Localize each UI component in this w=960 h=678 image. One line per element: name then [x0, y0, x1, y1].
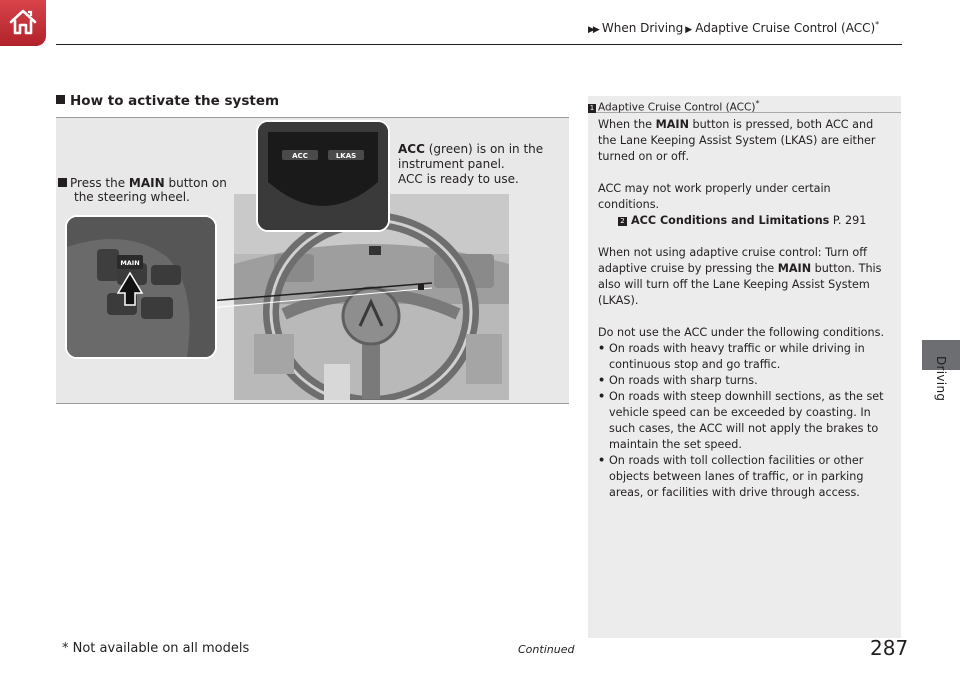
breadcrumb-arrow-icon: ▶ [685, 25, 693, 35]
availability-mark: * [875, 20, 880, 29]
section-title: How to activate the system [56, 93, 279, 109]
note-paragraph: When not using adaptive cruise control: Turn off adaptive cruise by pressing the MAIN button. This also will turn off the Lane Keeping Assist System (LKAS). [598, 246, 882, 307]
instrument-panel-inset [256, 120, 390, 232]
note-paragraph: Do not use the ACC under the following conditions. [598, 326, 885, 339]
note-panel [588, 96, 901, 638]
indicator-callout: ACC (green) is on in the instrument panel. ACC is ready to use. [398, 142, 544, 186]
conditions-list [598, 341, 894, 501]
availability-mark: * [755, 99, 760, 108]
section-square-icon [56, 95, 65, 104]
list-item: • On roads with steep downhill sections, as the set vehicle speed can be exceeded by coasting. In such cases, the ACC will not apply the brakes to maintain the set speed. [598, 389, 894, 453]
cross-reference-link[interactable]: 2 ACC Conditions and Limitations P. 291 [598, 213, 894, 229]
breadcrumb-arrow-icon: ▶▶ [588, 25, 598, 35]
step-instruction: Press the MAIN button on the steering wheel. [58, 176, 227, 204]
step-square-icon [58, 178, 67, 187]
header-divider [56, 44, 902, 45]
footnote: * Not available on all models [62, 641, 250, 656]
breadcrumb-item[interactable]: When Driving [601, 21, 684, 35]
main-button-label: MAIN [120, 259, 140, 267]
list-item: • On roads with toll collection facilities or other objects between lanes of traffic, or in parking areas, or facilities with drive through access. [598, 453, 894, 501]
note-body [598, 117, 894, 501]
continued-label: Continued [518, 643, 575, 656]
note-paragraph: When the MAIN button is pressed, both ACC and the Lane Keeping Assist System (LKAS) are either turned on or off. [598, 118, 876, 163]
note-title: 1 Adaptive Cruise Control (ACC)* [588, 96, 901, 113]
home-icon [7, 6, 39, 38]
illustration [56, 117, 569, 404]
chapter-label: Driving [934, 356, 948, 402]
list-item: • On roads with sharp turns. [598, 373, 894, 389]
note-paragraph: ACC may not work properly under certain conditions. [598, 182, 831, 211]
note-marker-icon: 1 [589, 103, 595, 112]
lkas-indicator: LKAS [335, 152, 357, 160]
acc-indicator: ACC [292, 152, 308, 160]
reference-arrow-icon: 2 [618, 217, 627, 226]
breadcrumb-current: Adaptive Cruise Control (ACC) [695, 21, 876, 35]
home-button[interactable] [0, 0, 46, 46]
steering-button-inset [65, 215, 217, 359]
list-item: • On roads with heavy traffic or while driving in continuous stop and go traffic. [598, 341, 894, 373]
page-number: 287 [870, 636, 909, 660]
breadcrumb [588, 20, 879, 35]
